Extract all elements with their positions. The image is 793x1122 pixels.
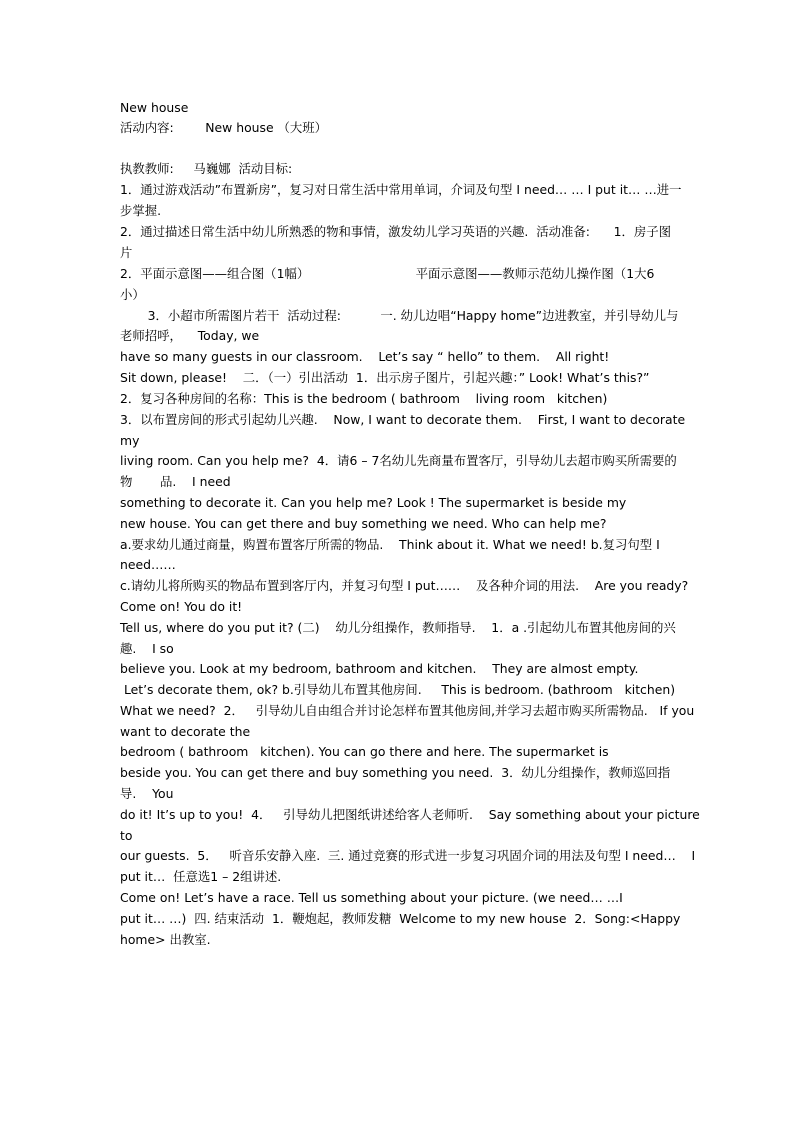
text-line: Come on! Let’s have a race. Tell us something about your picture. (we need… …I [120,890,623,905]
text-line: a.要求幼儿通过商量，购置布置客厅所需的物品. Think about it. What we need! b.复习句型 I [120,537,660,552]
text-line: 2．复习各种房间的名称：This is the bedroom ( bathroom living room kitchen) [120,391,608,406]
text-line: c.请幼儿将所购买的物品布置到客厅内，并复习句型 I put…… 及各种介词的用法. Are you ready? [120,578,689,593]
text-line: 2．通过描述日常生活中幼儿所熟悉的物和事情，激发幼儿学习英语的兴趣. 活动准备: 1．房子图 [120,224,672,239]
text-line: our guests. 5． 听音乐安静入座. 三. 通过竞赛的形式进一步复习巩固介词的用法及句型 I need… I [120,848,696,863]
text-line: 3．小超市所需图片若干 活动过程: 一. 幼儿边唱“Happy home”边进教室，并引导幼儿与 [120,308,679,323]
text-line: want to decorate the [120,724,251,739]
text-line [120,141,680,157]
text-line: 活动内容: New house （大班） [120,120,328,135]
text-line: Sit down, please! 二．（一）引出活动 1．出示房子图片，引起兴趣：” Look! What’s this?” [120,370,650,385]
text-line: 片 [120,245,133,260]
text-line: home> 出教室. [120,932,211,947]
text-line: 执教教师: 马巍娜 活动目标: [120,161,293,176]
text-line: believe you. Look at my bedroom, bathroom and kitchen. They are almost empty. [120,661,639,676]
text-line: do it! It’s up to you! 4． 引导幼儿把图纸讲述给客人老师听. Say something about your picture [120,807,700,822]
text-line: 趣. I so [120,641,174,656]
text-line: 导. You [120,786,174,801]
text-line: 3．以布置房间的形式引起幼儿兴趣. Now, I want to decorate them. First, I want to decorate [120,412,686,427]
text-line: my [120,433,140,448]
text-line: beside you. You can get there and buy something you need. 3．幼儿分组操作，教师巡回指 [120,765,671,780]
text-line: New house [120,100,189,115]
text-line: bedroom ( bathroom kitchen). You can go there and here. The supermarket is [120,744,609,759]
text-line: to [120,828,133,843]
text-line: need…… [120,557,176,572]
text-line: 小） [120,287,145,302]
text-line: new house. You can get there and buy something we need. Who can help me? [120,516,607,531]
text-line: 2．平面示意图——组合图（1幅） 平面示意图——教师示范幼儿操作图（1大6 [120,266,655,281]
text-line: living room. Can you help me? 4．请6 – 7名幼儿先商量布置客厅，引导幼儿去超市购买所需要的 [120,453,677,468]
text-line: Let’s decorate them, ok? b.引导幼儿布置其他房间. This is bedroom. (bathroom kitchen) [120,682,676,697]
text-line: put it… …) 四. 结束活动 1．鞭炮起，教师发糖 Welcome to my new house 2．Song:<Happy [120,911,681,926]
text-line: put it… 任意选1 – 2组讲述. [120,869,282,884]
text-line: have so many guests in our classroom. Let’s say “ hello” to them. All right! [120,349,610,364]
text-line: 1．通过游戏活动”布置新房”，复习对日常生活中常用单词，介词及句型 I need… … I put it… …进一 [120,182,682,197]
text-line: What we need? 2． 引导幼儿自由组合并讨论怎样布置其他房间,并学习去超市购买所需物品. If you [120,703,695,718]
text-line: Tell us, where do you put it? (二) 幼儿分组操作，教师指导. 1．a .引起幼儿布置其他房间的兴 [120,620,676,635]
text-line: 老师招呼， Today, we [120,328,260,343]
text-line: something to decorate it. Can you help me? Look ! The supermarket is beside my [120,495,627,510]
text-line: Come on! You do it! [120,599,243,614]
text-line: 物 品. I need [120,474,231,489]
text-line: 步掌握. [120,203,162,218]
